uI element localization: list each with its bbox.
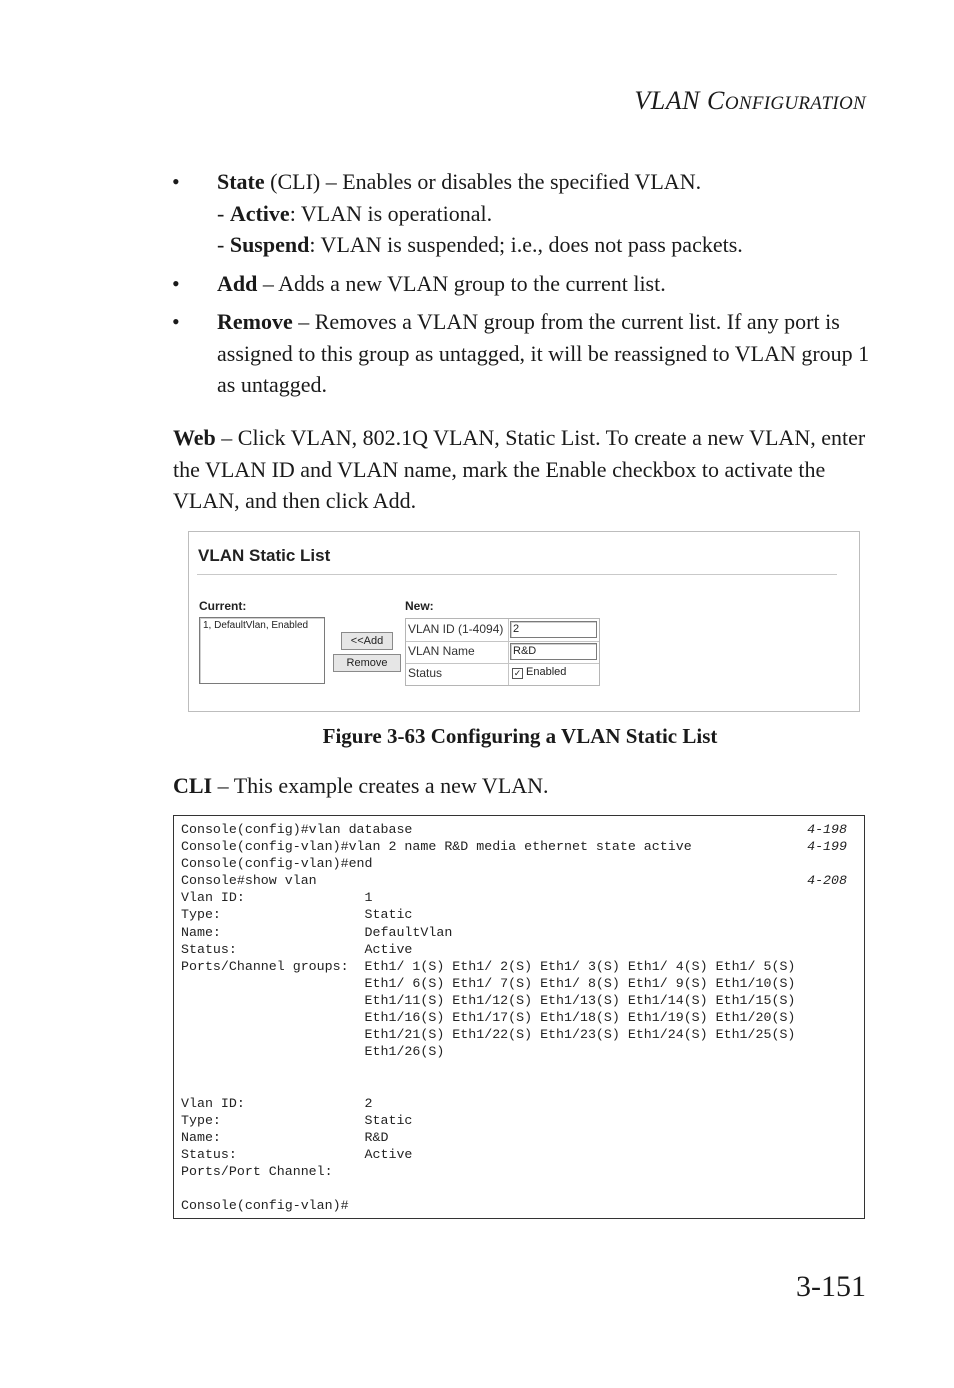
cell-divider [508, 619, 509, 641]
page-ref: 4-208 [807, 873, 847, 889]
code-line [181, 906, 857, 923]
status-cell [510, 665, 597, 682]
vlan-name-input[interactable]: R&D [510, 643, 597, 660]
suspend-desc: : VLAN is suspended; i.e., does not pass packets. [309, 232, 743, 257]
header-vlan: VLAN [634, 86, 700, 115]
code-text: Console(config-vlan)#vlan 2 name R&D media ethernet state active [181, 839, 692, 855]
header-configuration: ONFIGURATION [724, 93, 866, 114]
sub-active-prefix: - [217, 200, 230, 226]
figure-panel-title: VLAN Static List [198, 546, 331, 565]
row-vlan-id [406, 619, 599, 642]
cli-intro [173, 773, 549, 799]
code-text: Ports/Port Channel: [181, 1163, 333, 1179]
code-text: Type: Static [181, 907, 413, 923]
row-status [406, 663, 599, 685]
state-desc: (CLI) – Enables or disables the specified VLAN. [264, 169, 702, 194]
code-line [181, 1163, 857, 1180]
row-vlan-name [406, 641, 599, 664]
code-text: Eth1/21(S) Eth1/22(S) Eth1/23(S) Eth1/24(S) Eth1/25(S) [181, 1027, 796, 1043]
web-paragraph [173, 422, 873, 517]
term-cli: CLI [173, 773, 213, 798]
enabled-label: Enabled [526, 666, 567, 678]
term-add: Add [217, 270, 258, 296]
code-line [181, 924, 857, 941]
web-desc: – Click VLAN, 802.1Q VLAN, Static List. To create a new VLAN, enter the VLAN ID and VLAN name, mark the Enable checkbox to activate the VLAN, and then click Add. [173, 425, 866, 513]
cli-code-block [173, 815, 865, 1219]
figure-caption: Figure 3-63 Configuring a VLAN Static List [322, 724, 718, 748]
active-desc: : VLAN is operational. [289, 200, 493, 226]
add-desc: – Adds a new VLAN group to the current list. [257, 270, 666, 296]
code-line [181, 1146, 857, 1163]
code-text: Eth1/ 6(S) Eth1/ 7(S) Eth1/ 8(S) Eth1/ 9(S) Eth1/10(S) [181, 975, 796, 991]
bullet-add [172, 268, 872, 300]
code-text: Status: Active [181, 941, 413, 957]
new-vlan-form [405, 618, 600, 686]
code-line [181, 1026, 857, 1043]
sub-suspend-prefix: - [217, 232, 230, 257]
code-text: Console#show vlan [181, 873, 317, 889]
term-web: Web [173, 425, 216, 450]
code-line [181, 1197, 857, 1214]
code-line [181, 1009, 857, 1026]
code-text: Console(config-vlan)#end [181, 856, 373, 872]
page-number: 3-151 [796, 1270, 866, 1303]
list-item[interactable]: 1, DefaultVlan, Enabled [203, 620, 309, 631]
code-line [181, 992, 857, 1009]
code-line [181, 872, 857, 889]
code-text: Vlan ID: 1 [181, 890, 373, 906]
page-ref: 4-198 [807, 822, 847, 837]
cell-divider [508, 641, 509, 663]
current-vlan-list[interactable] [199, 617, 325, 684]
code-text: Type: Static [181, 1112, 413, 1128]
code-line [181, 855, 857, 872]
code-line [181, 1060, 857, 1077]
title-divider [197, 574, 837, 575]
add-button[interactable]: <<Add [341, 632, 393, 650]
current-label: Current: [199, 599, 247, 613]
vlan-name-label: VLAN Name [408, 644, 475, 658]
code-text: Eth1/16(S) Eth1/17(S) Eth1/18(S) Eth1/19(S) Eth1/20(S) [181, 1010, 796, 1026]
new-label: New: [405, 599, 434, 613]
cell-divider [508, 663, 509, 685]
code-line [181, 958, 857, 975]
term-suspend: Suspend [229, 232, 310, 257]
code-text: Eth1/26(S) [181, 1044, 445, 1060]
vlan-id-input[interactable]: 2 [510, 621, 597, 638]
status-label: Status [408, 666, 443, 680]
code-text: Console(config)#vlan database [181, 822, 413, 837]
bullet-remove [172, 306, 872, 401]
enabled-checkbox[interactable]: ✓ [513, 668, 522, 678]
code-line [181, 821, 857, 838]
remove-button[interactable]: Remove [333, 654, 401, 672]
code-text: Vlan ID: 2 [181, 1095, 373, 1111]
code-line [181, 941, 857, 958]
code-line [181, 975, 857, 992]
code-line [181, 1112, 857, 1129]
code-line [181, 838, 857, 855]
vlan-static-list-screenshot [188, 531, 860, 712]
code-text: Console(config-vlan)# [181, 1198, 349, 1214]
remove-desc: – Removes a VLAN group from the current list. If any port is assigned to this group as untagged, it will be reassigned to VLAN group 1 as untagged. [217, 309, 870, 397]
code-line [181, 1180, 857, 1197]
code-line [181, 1095, 857, 1112]
bullet-list [172, 166, 872, 408]
bullet-state [172, 166, 872, 261]
code-text: Name: R&D [181, 1129, 389, 1145]
code-line [181, 1129, 857, 1146]
cli-desc: – This example creates a new VLAN. [212, 773, 549, 798]
header-c: C [706, 86, 725, 115]
code-line [181, 1077, 857, 1094]
code-line [181, 889, 857, 906]
code-text: Name: DefaultVlan [181, 924, 453, 940]
bullet-dot: • [172, 169, 180, 194]
running-header [634, 86, 866, 116]
page-ref: 4-199 [807, 839, 847, 855]
bullet-dot: • [172, 270, 180, 296]
code-text: Ports/Channel groups: Eth1/ 1(S) Eth1/ 2(S) Eth1/ 3(S) Eth1/ 4(S) Eth1/ 5(S) [181, 958, 796, 974]
code-text: Eth1/11(S) Eth1/12(S) Eth1/13(S) Eth1/14(S) Eth1/15(S) [181, 992, 796, 1008]
code-line [181, 1043, 857, 1060]
vlan-id-label: VLAN ID (1-4094) [408, 622, 504, 636]
code-text: Status: Active [181, 1146, 413, 1162]
term-active: Active [229, 200, 290, 226]
bullet-dot: • [172, 309, 180, 334]
term-state: State [217, 169, 265, 194]
term-remove: Remove [217, 309, 293, 334]
